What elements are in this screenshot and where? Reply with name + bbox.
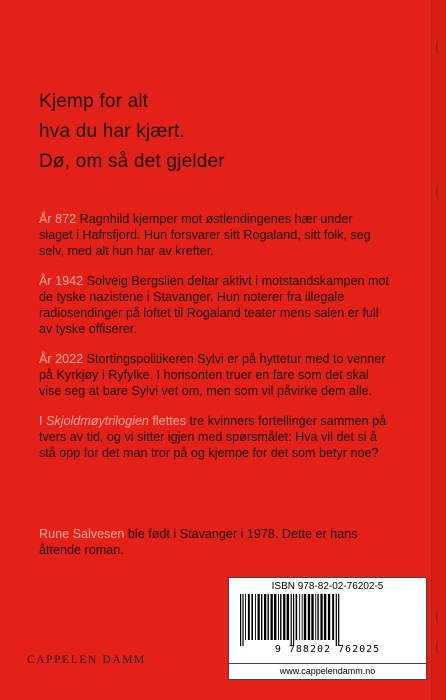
year-1942: År 1942: [39, 274, 84, 288]
author-name: Rune Salvesen: [39, 527, 125, 541]
barcode-box: [228, 577, 427, 664]
trilogy-title: Skjoldmøytrilogien: [46, 414, 149, 428]
barcode-bar: [242, 594, 243, 646]
barcode-bar: [311, 594, 313, 640]
barcode-bar: [274, 594, 276, 640]
barcode-bar: [296, 594, 298, 640]
spine-mark: [436, 640, 443, 654]
barcode-bar: [268, 594, 269, 640]
barcode-bar: [328, 594, 330, 640]
barcode-bar: [332, 594, 334, 640]
barcode-bar: [271, 594, 273, 640]
barcode-bar: [287, 594, 289, 640]
barcode-bar: [240, 594, 241, 646]
website-url: www.cappelendamm.no: [228, 664, 427, 680]
author-text: ble født i Stavanger i 1978. Dette er hans åttende roman.: [39, 527, 358, 557]
barcode-bar: [283, 594, 285, 640]
isbn-label: ISBN 978-82-02-76202-5: [271, 581, 384, 592]
barcode-bar: [258, 594, 260, 640]
spine-mark: [436, 185, 443, 199]
barcode-bar: [336, 594, 337, 646]
barcode-bar: [245, 594, 246, 640]
barcode-bar: [308, 594, 310, 640]
barcode-bar: [317, 594, 318, 640]
trilogy-flettes: flettes: [148, 414, 186, 428]
barcode-bar: [278, 594, 279, 640]
barcode-bars: [236, 594, 418, 646]
barcode-bar: [338, 594, 339, 646]
barcode-bar: [320, 594, 322, 640]
barcode-bar: [299, 594, 300, 640]
trilogy-prefix: I: [39, 414, 46, 428]
barcode-bar: [255, 594, 256, 640]
headline-line-1: Kjemp for alt: [39, 91, 149, 112]
paragraph-1942: [39, 273, 389, 337]
paragraph-872: [39, 211, 389, 259]
barcode-bar: [304, 594, 306, 640]
year-872: År 872: [39, 212, 77, 226]
paragraph-1942-text: Solveig Bergslien deltar aktivt i motstandskampen mot de tyske nazistene i Stavanger. Hun noterer fra illegale radiosendinger på loftet til Rogaland teater mens salen er full av tyske offiserer.: [39, 274, 389, 336]
barcode-bar: [261, 594, 262, 640]
barcode-bar: [315, 594, 316, 640]
barcode-bar: [264, 594, 266, 640]
headline-line-2: hva du har kjært.: [39, 121, 185, 142]
spine-mark: [436, 610, 443, 624]
blurb: [39, 211, 389, 475]
barcode-bar: [324, 594, 326, 640]
paragraph-trilogy-text: tre kvinners fortellinger sammen på tvers av tid, og vi sitter igjen med spørsmålet: Hva vil det si å stå opp for det man tror på og kjempe for det som betyr noe?: [39, 414, 387, 460]
spine-edge: [431, 0, 446, 700]
paragraph-trilogy: [39, 413, 389, 461]
barcode-bar: [248, 594, 250, 640]
barcode-bar: [302, 594, 303, 640]
author-bio: [39, 526, 389, 558]
year-2022: År 2022: [39, 352, 84, 366]
paragraph-2022: [39, 351, 389, 399]
barcode-bar: [280, 594, 281, 640]
spine-mark: [436, 40, 443, 54]
barcode-bar: [293, 594, 294, 646]
paragraph-872-text: Ragnhild kjemper mot østlendingenes hær under slaget i Hafrsfjord. Hun forsvarer sitt Rogaland, sitt folk, seg selv, med alt hun har av krefter.: [39, 212, 371, 258]
paragraph-2022-text: Stortingspolitikeren Sylvi er på hyttetur med to venner på Kyrkjøy i Ryfylke. I horisonten truer en fare som det skal vise seg at bare Sylvi vet om, men som vil påvirke dem alle.: [39, 352, 386, 398]
headline: [39, 87, 399, 177]
barcode-digits: 9 788202 762025: [274, 644, 381, 655]
barcode-bar: [251, 594, 253, 640]
barcode-bar: [291, 594, 292, 646]
publisher-logo: CAPPELEN DAMM: [27, 654, 146, 666]
headline-line-3: Dø, om så det gjelder: [39, 151, 225, 172]
